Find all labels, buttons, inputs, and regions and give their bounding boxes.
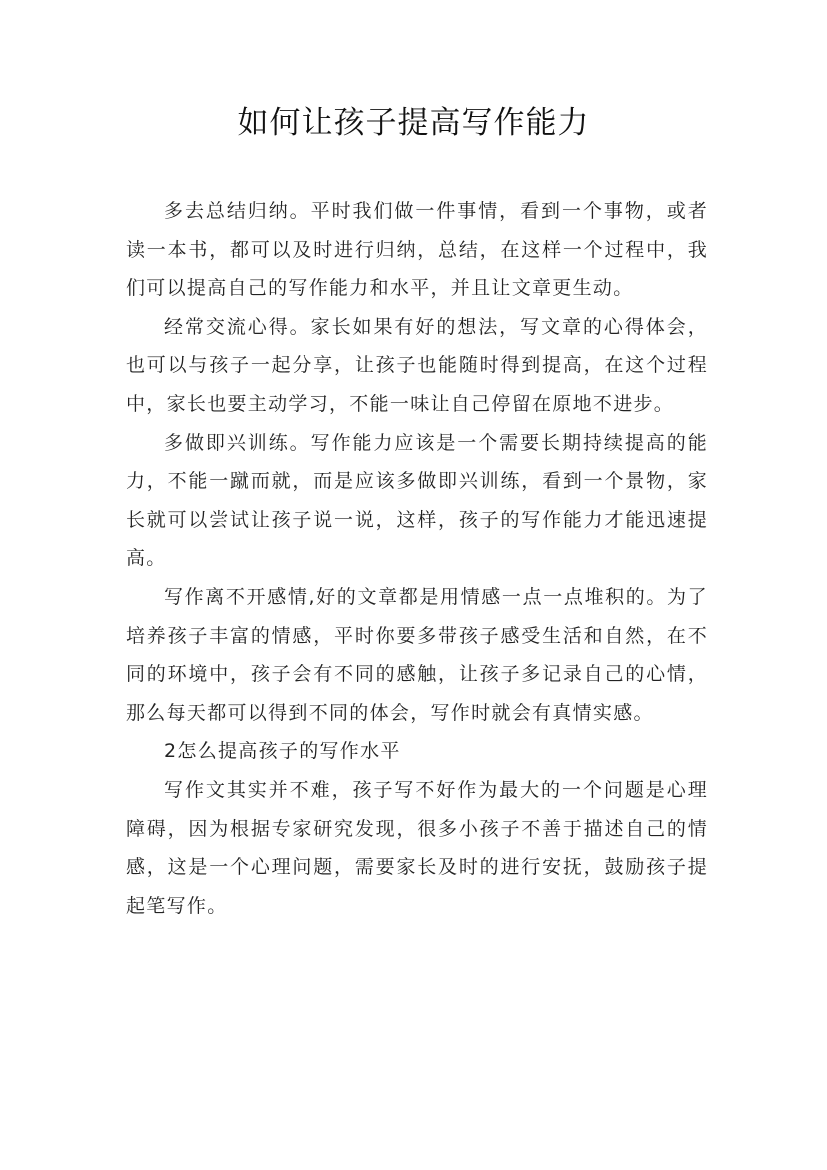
paragraph-share-experience: 经常交流心得。家长如果有好的想法，写文章的心得体会，也可以与孩子一起分享，让孩子也能随时得到提高，在这个过程中，家长也要主动学习，不能一味让自己停留在原地不进步。 xyxy=(126,315,708,415)
paragraph-impromptu-training: 多做即兴训练。写作能力应该是一个需要长期持续提高的能力，不能一蹴而就，而是应该多做即兴训练，看到一个景物，家长就可以尝试让孩子说一说，这样，孩子的写作能力才能迅速提高。 xyxy=(126,431,708,570)
paragraph-psychological-barrier: 写作文其实并不难，孩子写不好作为最大的一个问题是心理障碍，因为根据专家研究发现，很多小孩子不善于描述自己的情感，这是一个心理问题，需要家长及时的进行安抚，鼓励孩子提起笔写作。 xyxy=(126,778,708,917)
paragraph-summarize: 多去总结归纳。平时我们做一件事情，看到一个事物，或者读一本书，都可以及时进行归纳，总结，在这样一个过程中，我们可以提高自己的写作能力和水平，并且让文章更生动。 xyxy=(126,200,708,300)
section-heading: 2怎么提高孩子的写作水平 xyxy=(164,740,401,763)
paragraph-emotion: 写作离不开感情,好的文章都是用情感一点一点堆积的。为了培养孩子丰富的情感，平时你要多带孩子感受生活和自然，在不同的环境中，孩子会有不同的感触，让孩子多记录自己的心情，那么每天都可以得到不同的体会，写作时就会有真情实感。 xyxy=(126,585,708,724)
document-body xyxy=(126,192,708,925)
document-title: 如何让孩子提高写作能力 xyxy=(237,105,590,141)
